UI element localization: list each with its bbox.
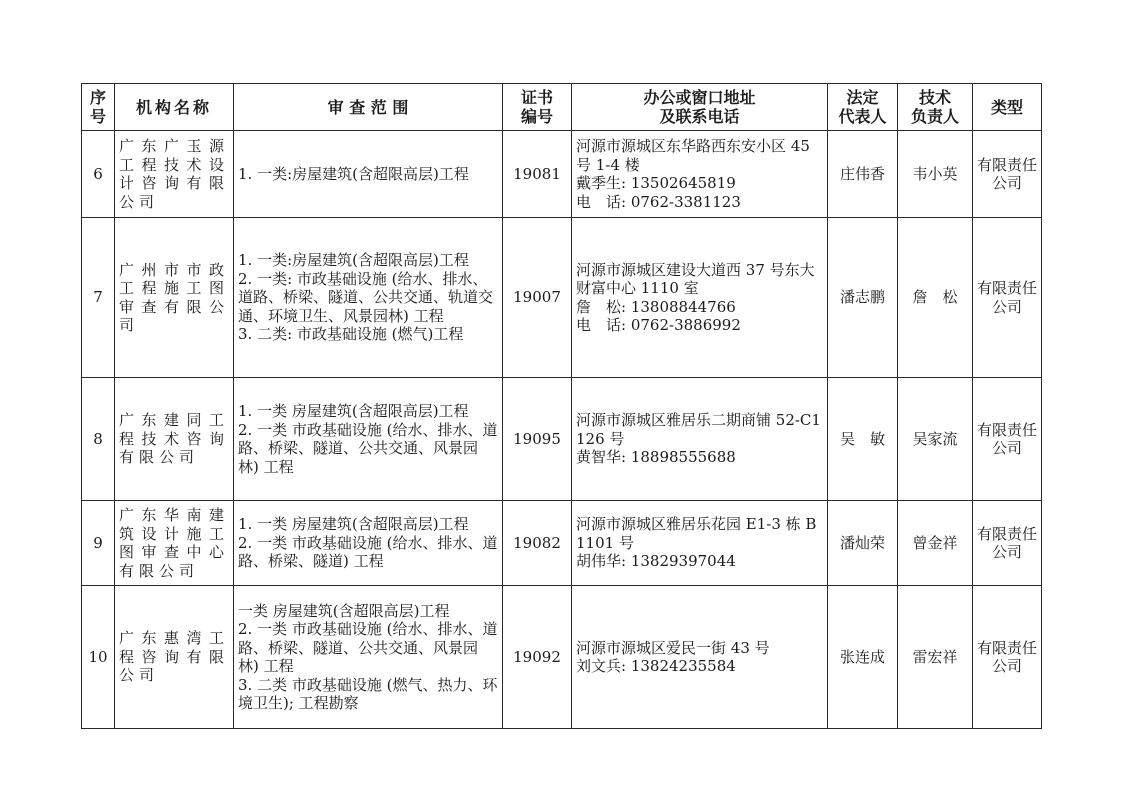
row-cert: 19092: [503, 586, 572, 729]
row-seq: 9: [82, 501, 115, 586]
row-tech-lead: 雷宏祥: [898, 586, 973, 729]
table-row: [82, 218, 1042, 378]
row-org-name: 广东建同工程技术咨询有限公司: [115, 378, 234, 501]
row-tech-lead: 詹 松: [898, 218, 973, 378]
row-scope: 1. 一类 房屋建筑(含超限高层)工程 2. 一类 市政基础设施 (给水、排水、道路、桥梁、隧道、公共交通、风景园林) 工程: [234, 378, 503, 501]
row-org-name: 广州市市政工程施工图审查有限公司: [115, 218, 234, 378]
row-scope: 1. 一类 房屋建筑(含超限高层)工程 2. 一类 市政基础设施 (给水、排水、道路、桥梁、隧道) 工程: [234, 501, 503, 586]
row-cert: 19082: [503, 501, 572, 586]
row-org-name: 广东华南建筑设计施工图审查中心有限公司: [115, 501, 234, 586]
header-rep: 法定 代表人: [828, 84, 898, 131]
row-legal-rep: 庄伟香: [828, 131, 898, 218]
table-row: [82, 586, 1042, 729]
table-row: [82, 501, 1042, 586]
header-row: [82, 84, 1042, 131]
row-seq: 8: [82, 378, 115, 501]
row-type: 有限责任公司: [973, 501, 1042, 586]
row-type: 有限责任公司: [973, 378, 1042, 501]
row-legal-rep: 潘志鹏: [828, 218, 898, 378]
row-legal-rep: 张连成: [828, 586, 898, 729]
registry-table: [81, 83, 1042, 729]
row-seq: 10: [82, 586, 115, 729]
row-seq: 7: [82, 218, 115, 378]
header-addr: 办公或窗口地址 及联系电话: [572, 84, 828, 131]
table-row: [82, 131, 1042, 218]
row-address: 河源市源城区爱民一街 43 号 刘文兵: 13824235584: [572, 586, 828, 729]
row-cert: 19007: [503, 218, 572, 378]
header-seq: 序 号: [82, 84, 115, 131]
row-tech-lead: 曾金祥: [898, 501, 973, 586]
table-row: [82, 378, 1042, 501]
row-address: 河源市源城区建设大道西 37 号东大财富中心 1110 室 詹 松: 13808844766 电 话: 0762-3886992: [572, 218, 828, 378]
row-tech-lead: 韦小英: [898, 131, 973, 218]
header-scope: 审 查 范 围: [234, 84, 503, 131]
row-type: 有限责任公司: [973, 131, 1042, 218]
row-cert: 19081: [503, 131, 572, 218]
row-type: 有限责任公司: [973, 218, 1042, 378]
row-seq: 6: [82, 131, 115, 218]
row-address: 河源市源城区雅居乐二期商铺 52-C1126 号 黄智华: 18898555688: [572, 378, 828, 501]
header-type: 类型: [973, 84, 1042, 131]
header-tech: 技术 负责人: [898, 84, 973, 131]
row-address: 河源市源城区东华路西东安小区 45 号 1-4 楼 戴季生: 13502645819 电 话: 0762-3381123: [572, 131, 828, 218]
row-legal-rep: 潘灿荣: [828, 501, 898, 586]
row-scope: 1. 一类:房屋建筑(含超限高层)工程 2. 一类: 市政基础设施 (给水、排水、道路、桥梁、隧道、公共交通、轨道交通、环境卫生、风景园林) 工程 3. 二类: 市政基础设施 (燃气)工程: [234, 218, 503, 378]
header-cert: 证书 编号: [503, 84, 572, 131]
row-cert: 19095: [503, 378, 572, 501]
row-legal-rep: 吴 敏: [828, 378, 898, 501]
row-org-name: 广东广玉源工程技术设计咨询有限公司: [115, 131, 234, 218]
row-tech-lead: 吴家流: [898, 378, 973, 501]
row-scope: 一类 房屋建筑(含超限高层)工程 2. 一类 市政基础设施 (给水、排水、道路、桥梁、隧道、公共交通、风景园林) 工程 3. 二类 市政基础设施 (燃气、热力、环境卫生); 工程勘察: [234, 586, 503, 729]
row-address: 河源市源城区雅居乐花园 E1-3 栋 B1101 号 胡伟华: 13829397044: [572, 501, 828, 586]
row-type: 有限责任公司: [973, 586, 1042, 729]
header-name: 机构名称: [115, 84, 234, 131]
row-org-name: 广东惠湾工程咨询有限公司: [115, 586, 234, 729]
row-scope: 1. 一类:房屋建筑(含超限高层)工程: [234, 131, 503, 218]
